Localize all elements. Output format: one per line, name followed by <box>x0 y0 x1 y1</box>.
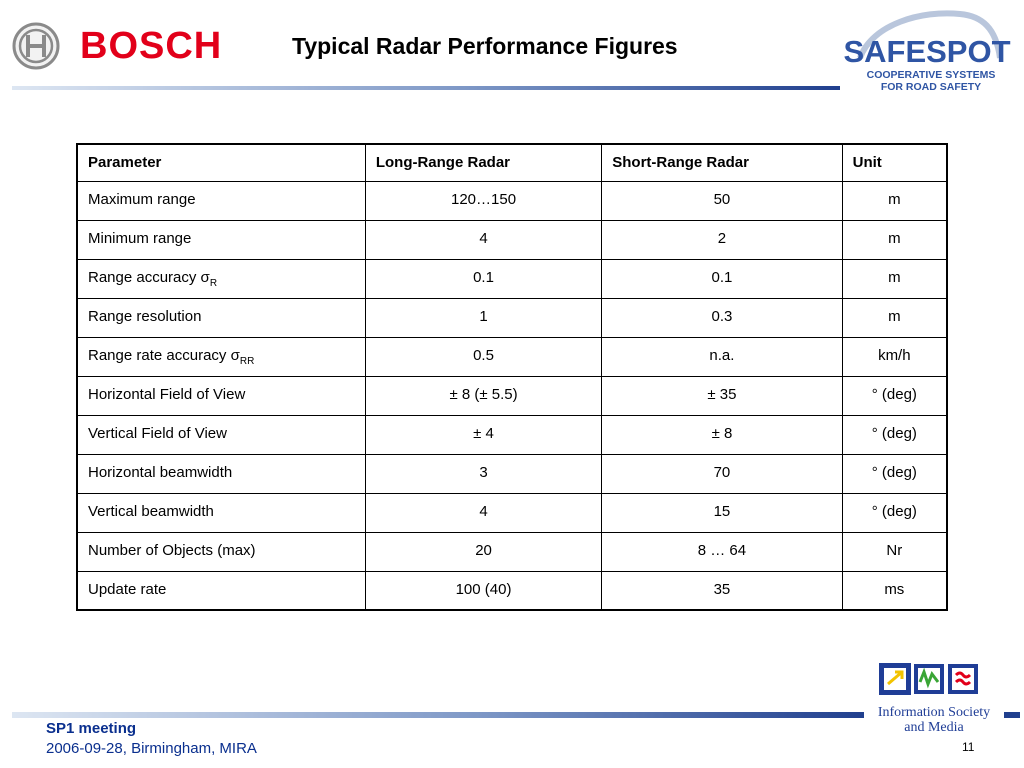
parameter-label: Range accuracy σ <box>88 268 210 286</box>
parameter-cell: Horizontal Field of View <box>77 376 365 415</box>
short-range-value: 50 <box>602 181 842 220</box>
footer-divider-end <box>1004 712 1020 718</box>
unit-cell: ° (deg) <box>842 454 947 493</box>
information-society-logo <box>862 660 1004 738</box>
unit-cell: m <box>842 298 947 337</box>
parameter-cell: Update rate <box>77 571 365 610</box>
short-range-value: 35 <box>602 571 842 610</box>
header-short-range-radar: Short-Range Radar <box>602 144 842 181</box>
long-range-value: 1 <box>365 298 601 337</box>
table-header-row <box>77 144 947 181</box>
header-unit: Unit <box>842 144 947 181</box>
table-row <box>77 181 947 220</box>
long-range-value: 120…150 <box>365 181 601 220</box>
long-range-value: ± 4 <box>365 415 601 454</box>
long-range-value: 20 <box>365 532 601 571</box>
long-range-value: ± 8 (± 5.5) <box>365 376 601 415</box>
table-row <box>77 493 947 532</box>
short-range-value: 15 <box>602 493 842 532</box>
logo-text-line-1: Information Society <box>877 705 991 720</box>
footer-date-location: 2006-09-28, Birmingham, MIRA <box>46 740 257 757</box>
bosch-emblem-icon <box>12 22 60 70</box>
parameter-cell: Horizontal beamwidth <box>77 454 365 493</box>
header-long-range-radar: Long-Range Radar <box>365 144 601 181</box>
table-row <box>77 532 947 571</box>
unit-cell: m <box>842 181 947 220</box>
long-range-value: 100 (40) <box>365 571 601 610</box>
parameter-cell: Number of Objects (max) <box>77 532 365 571</box>
short-range-value: 2 <box>602 220 842 259</box>
parameter-cell: Minimum range <box>77 220 365 259</box>
safespot-logo-text: SAFESPOT <box>843 34 1011 69</box>
logo-text-line-2: and Media <box>904 720 964 735</box>
unit-cell: ° (deg) <box>842 376 947 415</box>
short-range-value: 0.1 <box>602 259 842 298</box>
table-row <box>77 220 947 259</box>
parameter-cell: Vertical Field of View <box>77 415 365 454</box>
safespot-logo <box>842 6 1012 96</box>
page-title: Typical Radar Performance Figures <box>292 33 678 59</box>
long-range-value: 0.5 <box>365 337 601 376</box>
table-row <box>77 415 947 454</box>
table-row <box>77 376 947 415</box>
parameter-label: Range rate accuracy σ <box>88 346 240 364</box>
table-row <box>77 571 947 610</box>
safespot-tagline-2: FOR ROAD SAFETY <box>880 81 982 93</box>
parameter-cell <box>77 337 365 376</box>
unit-cell: km/h <box>842 337 947 376</box>
unit-cell: m <box>842 259 947 298</box>
parameter-cell: Range resolution <box>77 298 365 337</box>
parameter-cell: Vertical beamwidth <box>77 493 365 532</box>
header-divider <box>12 86 840 90</box>
parameter-cell: Maximum range <box>77 181 365 220</box>
bosch-logo-wordmark: BOSCH <box>80 25 223 67</box>
unit-cell: ms <box>842 571 947 610</box>
short-range-value: 0.3 <box>602 298 842 337</box>
unit-cell: m <box>842 220 947 259</box>
footer-divider <box>12 712 864 718</box>
unit-cell: ° (deg) <box>842 415 947 454</box>
table-row <box>77 454 947 493</box>
table-row <box>77 259 947 298</box>
long-range-value: 0.1 <box>365 259 601 298</box>
radar-performance-table <box>76 143 948 611</box>
table-row <box>77 337 947 376</box>
short-range-value: ± 35 <box>602 376 842 415</box>
header-parameter: Parameter <box>77 144 365 181</box>
page-number: 11 <box>962 740 975 754</box>
unit-cell: ° (deg) <box>842 493 947 532</box>
parameter-cell <box>77 259 365 298</box>
parameter-subscript: R <box>209 277 218 289</box>
short-range-value: n.a. <box>602 337 842 376</box>
footer-meeting: SP1 meeting <box>46 720 137 737</box>
long-range-value: 3 <box>365 454 601 493</box>
safespot-tagline-1: COOPERATIVE SYSTEMS <box>866 69 996 81</box>
long-range-value: 4 <box>365 220 601 259</box>
parameter-subscript: RR <box>239 355 255 367</box>
short-range-value: 70 <box>602 454 842 493</box>
unit-cell: Nr <box>842 532 947 571</box>
short-range-value: 8 … 64 <box>602 532 842 571</box>
long-range-value: 4 <box>365 493 601 532</box>
table-row <box>77 298 947 337</box>
short-range-value: ± 8 <box>602 415 842 454</box>
